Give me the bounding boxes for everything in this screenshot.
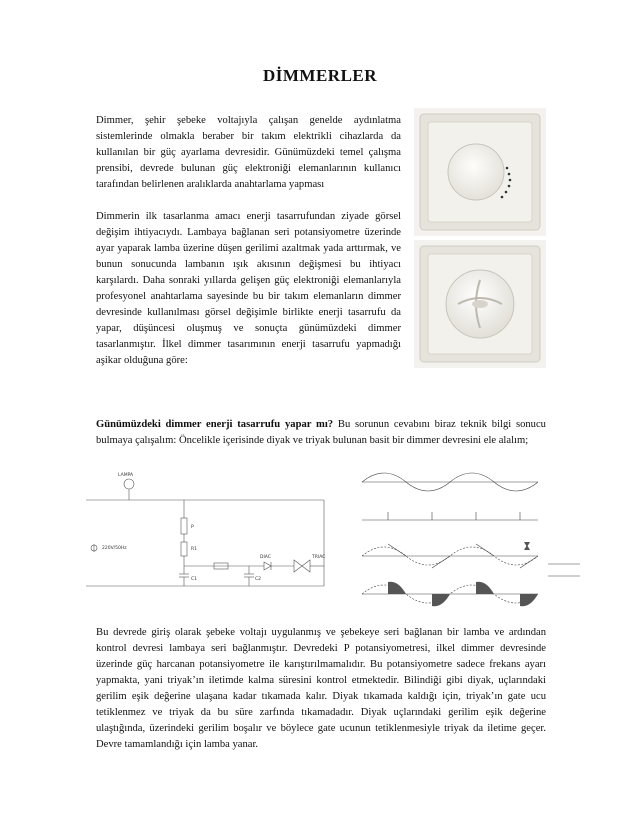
question-rest: Bu sorunun cevabını biraz teknik bilgi sonucu bulmaya çalışalım: Öncelikle içerisinde diyak ve triyak bulunan basit bir dimmer devresini ele alalım; [96,419,546,446]
explanation-paragraph: Bu devrede giriş olarak şebeke voltajı uygulanmış ve şebekeye seri bağlanan bir lamba ve ardından kontrol devresi lambaya seri bağlanmıştır. Devredeki P potansiyometresi, ilkel dimmer devresinde üzerinde güç harcanan potansiyometre ile karıştırılmamalıdır. Bu potansiyometre sadece frekans ayarı yapmakta, yani triyak’ın iletimde kalma süresini kontrol etmektedir. Bilindiği gibi diyak, uçlarındaki gerilim eşik değerine ulaşana kadar tıkamada kalır. Diyak tıkamada kaldığı için, triyak’ın gate ucu tetiklenmez ve triyak da bu süre zarfında tıkamadadır. Diyak uçlarındaki gerilim eşik değerine ulaştığında, üzerindeki gerilim boşalır ve böylece gate ucunun tetiklenmesiyle triyak da iletime geçer. Devre tamamlandığı için lamba yanar. [96,627,546,750]
r1-label: R1 [191,547,197,552]
c2-label: C2 [255,577,262,582]
dimmer-photo-rotary [414,108,546,236]
c1-label: C1 [191,577,198,582]
history-paragraph: Dimmerin ilk tasarlanma amacı enerji tasarrufundan ziyade görsel değişim ihtiyacıydı. Lambaya bağlanan seri potansiyometre üzerinde ayar yaparak lamba üzerine düşen gerilimi azaltmak yada arttırmak, ve bunun sonucunda lambanın ışık akısının değişmesi bu ihtiyacı karşılardı. Daha sonraki yıllarda gelişen güç elektroniği elemanlarıyla profesyonel anahtarlama sayesinde bu bir takım elemanların dimmer devresinde kullanılması görsel değişimle birlikte enerji tasarrufu da yapar, düşüncesi oluşmuş ve sonuçta günümüzdeki dimmer tasarlanmıştır. İlkel dimmer tasarımının enerji tasarrufu yapmadığı aşikar olduğuna göre: [96,211,401,366]
pot-label: P [191,525,194,530]
page-title: DİMMERLER [262,66,378,85]
dimmer-circuit-diagram [84,470,342,618]
dimmer-photo-push [414,240,546,368]
source-label: 220V/50Hz [102,546,127,551]
lamp-label: LAMPA [118,473,134,478]
waveform-diagram [348,468,586,622]
intro-paragraph: Dimmer, şehir şebeke voltajıyla çalışan genelde aydınlatma sistemlerinde olmakla beraber bir takım elektrikli cihazlarda da kullanılan bir güç ayarlama devresidir. Günümüzdeki temel çalışma prensibi, devrede bulunan güç elektroniği elemanlarının kullanıcı tarafından belirlenen aralıklarda anahtarlama yapması [96,115,401,190]
triac-label: TRIAC [312,555,326,560]
question-lead: Günümüzdeki dimmer enerji tasarrufu yapar mı? [96,419,334,430]
question-paragraph [96,417,546,449]
diac-label: DIAC [260,555,271,560]
